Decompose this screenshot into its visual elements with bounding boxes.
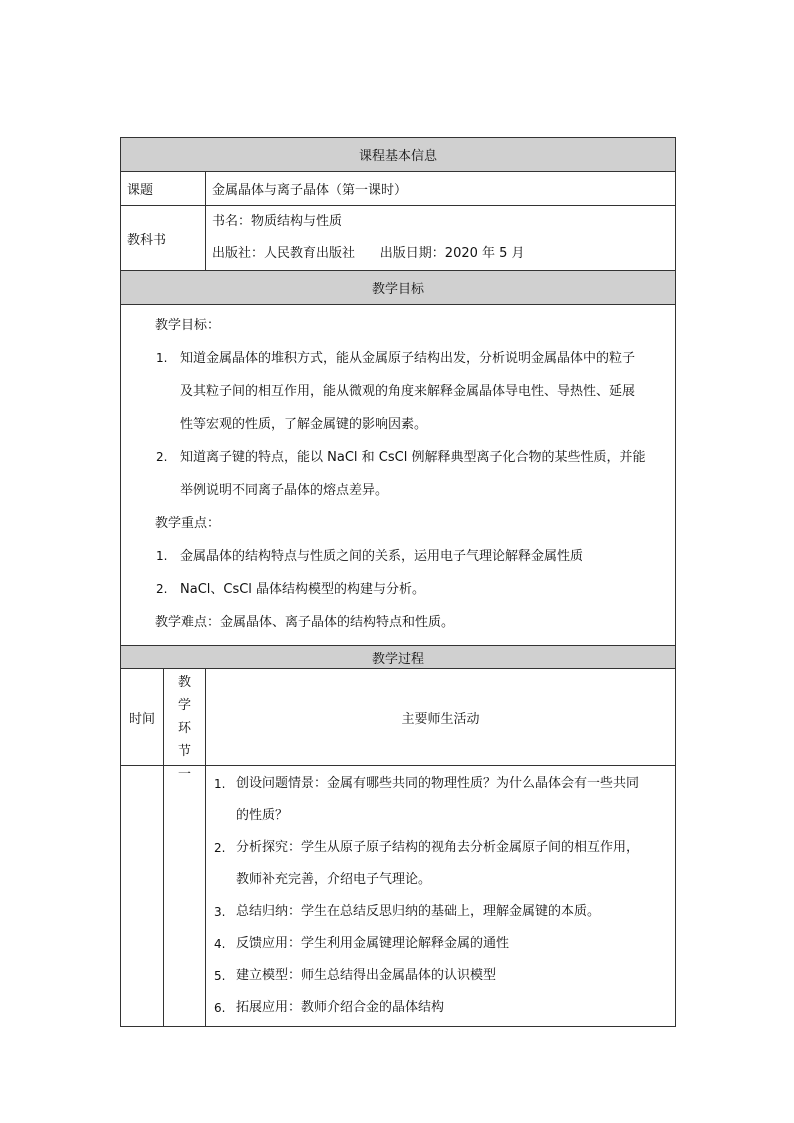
activity-line: 创设问题情景：金属有哪些共同的物理性质？为什么晶体会有一些共同: [236, 776, 640, 791]
goal-line: 及其粒子间的相互作用，能从微观的角度来解释金属晶体导电性、导热性、延展: [180, 384, 636, 399]
activity-number: 2.: [214, 841, 226, 855]
goals-header: 教学目标: [121, 271, 676, 305]
activity-item: [206, 768, 675, 832]
activity-cell: [206, 766, 676, 1027]
topic-row: [121, 172, 676, 206]
time-column-header: 时间: [121, 669, 164, 766]
goal-number: 1.: [156, 351, 168, 365]
activity-line: 教师补充完善，介绍电子气理论。: [236, 872, 432, 887]
stage-cell: 一: [164, 766, 206, 1027]
activity-number: 6.: [214, 1001, 226, 1015]
activity-item: [206, 928, 675, 960]
textbook-row: [121, 206, 676, 271]
focus-item: [121, 540, 675, 573]
process-columns-row: [121, 669, 676, 766]
activity-line: 的性质？: [236, 808, 289, 823]
activity-number: 1.: [214, 777, 226, 791]
textbook-value: [206, 206, 676, 271]
goals-label: 教学目标：: [155, 318, 221, 333]
activity-column-header: 主要师生活动: [206, 669, 676, 766]
goal-item: [121, 441, 675, 507]
stage-header-char: 环: [177, 721, 191, 736]
activity-number: 4.: [214, 937, 226, 951]
basic-info-header: 课程基本信息: [121, 138, 676, 172]
textbook-publisher: 出版社：人民教育出版社 出版日期：2020 年 5 月: [212, 246, 525, 261]
activity-line: 拓展应用：教师介绍合金的晶体结构: [236, 1000, 445, 1015]
stage-header-char: 节: [177, 744, 191, 759]
process-header: 教学过程: [121, 646, 676, 669]
goals-row: [121, 305, 676, 646]
stage-header-char: 学: [177, 698, 191, 713]
time-cell: [121, 766, 164, 1027]
goal-line: 知道离子键的特点，能以 NaCl 和 CsCl 例解释典型离子化合物的某些性质，并能: [180, 450, 646, 465]
goal-line: 举例说明不同离子晶体的熔点差异。: [180, 483, 389, 498]
stage-column-header: [164, 669, 206, 766]
activity-line: 建立模型：师生总结得出金属晶体的认识模型: [236, 968, 497, 983]
goal-line: 性等宏观的性质，了解金属键的影响因素。: [180, 417, 428, 432]
activity-item: [206, 832, 675, 896]
basic-info-header-row: [121, 138, 676, 172]
goal-item: [121, 342, 675, 441]
process-row: [121, 766, 676, 1027]
process-header-row: [121, 646, 676, 669]
lesson-plan-table: [120, 137, 676, 1027]
activity-number: 3.: [214, 905, 226, 919]
activity-number: 5.: [214, 969, 226, 983]
stage-header-char: 教: [177, 675, 191, 690]
activity-item: [206, 896, 675, 928]
goal-line: 知道金属晶体的堆积方式，能从金属原子结构出发，分析说明金属晶体中的粒子: [180, 351, 636, 366]
focus-line: NaCl、CsCl 晶体结构模型的构建与分析。: [180, 582, 426, 597]
goals-cell: [121, 305, 676, 646]
goals-content: [121, 305, 675, 645]
activity-item: [206, 992, 675, 1024]
focus-line: 金属晶体的结构特点与性质之间的关系，运用电子气理论解释金属性质: [180, 549, 584, 564]
activity-line: 总结归纳：学生在总结反思归纳的基础上，理解金属键的本质。: [236, 904, 601, 919]
focus-number: 1.: [156, 549, 168, 563]
topic-label: 课题: [121, 172, 206, 206]
textbook-label: 教科书: [121, 206, 206, 271]
activity-line: 分析探究：学生从原子原子结构的视角去分析金属原子间的相互作用，: [236, 840, 640, 855]
activity-line: 反馈应用：学生利用金属键理论解释金属的通性: [236, 936, 510, 951]
difficulty-text: 教学难点：金属晶体、离子晶体的结构特点和性质。: [155, 615, 455, 630]
focus-item: [121, 573, 675, 606]
topic-value: 金属晶体与离子晶体（第一课时）: [206, 172, 676, 206]
goal-number: 2.: [156, 450, 168, 464]
lesson-plan: [120, 137, 675, 1027]
focus-label: 教学重点：: [155, 516, 221, 531]
textbook-name: 书名：物质结构与性质: [212, 214, 343, 229]
focus-number: 2.: [156, 582, 168, 596]
activity-item: [206, 960, 675, 992]
goals-header-row: [121, 271, 676, 305]
